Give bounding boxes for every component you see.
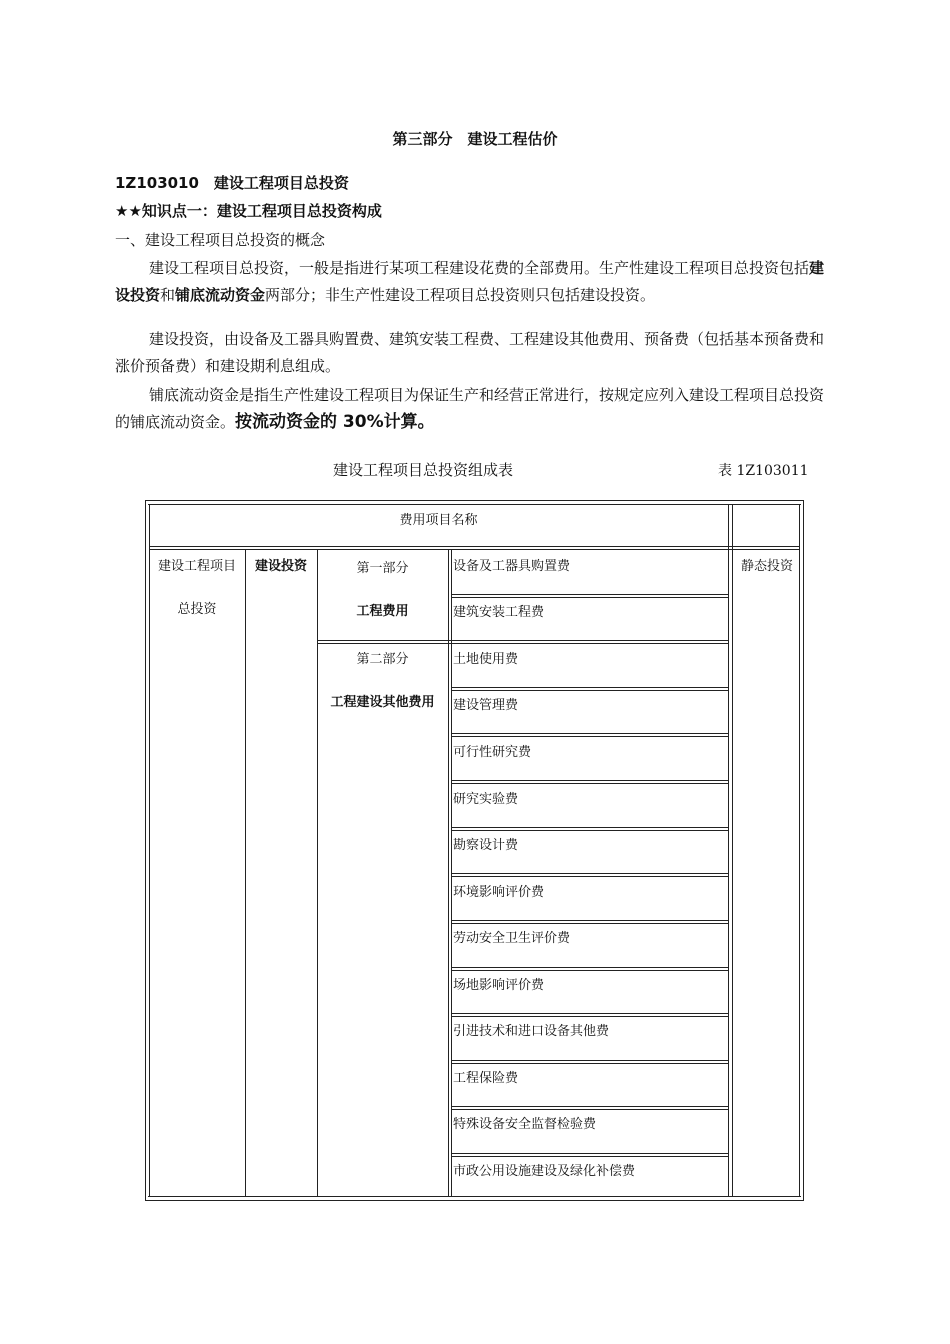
page-title: 第三部分 建设工程估价 xyxy=(392,130,558,148)
item-construction-installation: 建筑安装工程费 xyxy=(453,605,545,620)
section-code-heading: 1Z103010 建设工程项目总投资 xyxy=(115,174,349,192)
table-number: 表 1Z103011 xyxy=(718,463,809,479)
item-construction-management: 建设管理费 xyxy=(453,698,519,713)
investment-composition-table xyxy=(145,500,804,1201)
col-construction-investment: 建设投资 xyxy=(254,559,307,574)
item-imported-technology: 引进技术和进口设备其他费 xyxy=(453,1024,610,1039)
part1-label: 第一部分 xyxy=(356,561,409,576)
knowledge-point-heading: ★★知识点一：建设工程项目总投资构成 xyxy=(115,202,382,220)
item-municipal-facilities-greening: 市政公用设施建设及绿化补偿费 xyxy=(453,1164,636,1179)
p3-text-a: 铺底流动资金是指生产性建设工程项目为保证生产和经营正常进行，按规定应列入建设工程项目总投资的铺底流动资金。 xyxy=(115,386,825,431)
col-total-investment-line2: 总投资 xyxy=(177,602,217,617)
p1-bold-working-capital: 铺底流动资金 xyxy=(175,286,266,304)
item-special-equipment-inspection: 特殊设备安全监督检验费 xyxy=(453,1117,597,1132)
p1-bold-construction-investment: 建设投资 xyxy=(115,259,825,304)
part2-label: 第二部分 xyxy=(356,652,409,667)
paragraph-working-capital xyxy=(115,382,837,436)
p3-bold-thirty-percent: 按流动资金的 30%计算。 xyxy=(235,412,435,432)
p1-text-d: 两部分；非生产性建设工程项目总投资则只包括建设投资。 xyxy=(265,286,656,304)
part1-engineering-cost: 工程费用 xyxy=(356,604,409,619)
static-investment-label: 静态投资 xyxy=(740,559,793,574)
table-header-cost-item-name: 费用项目名称 xyxy=(399,513,478,528)
item-site-impact-assessment: 场地影响评价费 xyxy=(453,978,545,993)
paragraph-total-investment xyxy=(115,255,837,309)
item-survey-design: 勘察设计费 xyxy=(453,838,519,853)
item-environmental-assessment: 环境影响评价费 xyxy=(453,885,545,900)
item-equipment-purchase: 设备及工器具购置费 xyxy=(453,559,571,574)
subheading: 一、建设工程项目总投资的概念 xyxy=(115,231,326,249)
p1-text-a: 建设工程项目总投资，一般是指进行某项工程建设花费的全部费用。生产性建设工程项目总投资包括 xyxy=(149,259,810,277)
item-research-experiment: 研究实验费 xyxy=(453,792,519,807)
col-total-investment-line1: 建设工程项目 xyxy=(157,559,236,574)
item-labor-safety-assessment: 劳动安全卫生评价费 xyxy=(453,931,571,946)
item-feasibility-study: 可行性研究费 xyxy=(453,745,532,760)
part2-other-construction-cost: 工程建设其他费用 xyxy=(330,695,435,710)
p1-text-c: 和 xyxy=(160,286,176,304)
item-land-use: 土地使用费 xyxy=(453,652,519,667)
item-engineering-insurance: 工程保险费 xyxy=(453,1071,519,1086)
table-caption: 建设工程项目总投资组成表 xyxy=(333,461,514,479)
paragraph-construction-investment: 建设投资，由设备及工器具购置费、建筑安装工程费、工程建设其他费用、预备费（包括基本预备费和涨价预备费）和建设期利息组成。 xyxy=(115,330,825,375)
